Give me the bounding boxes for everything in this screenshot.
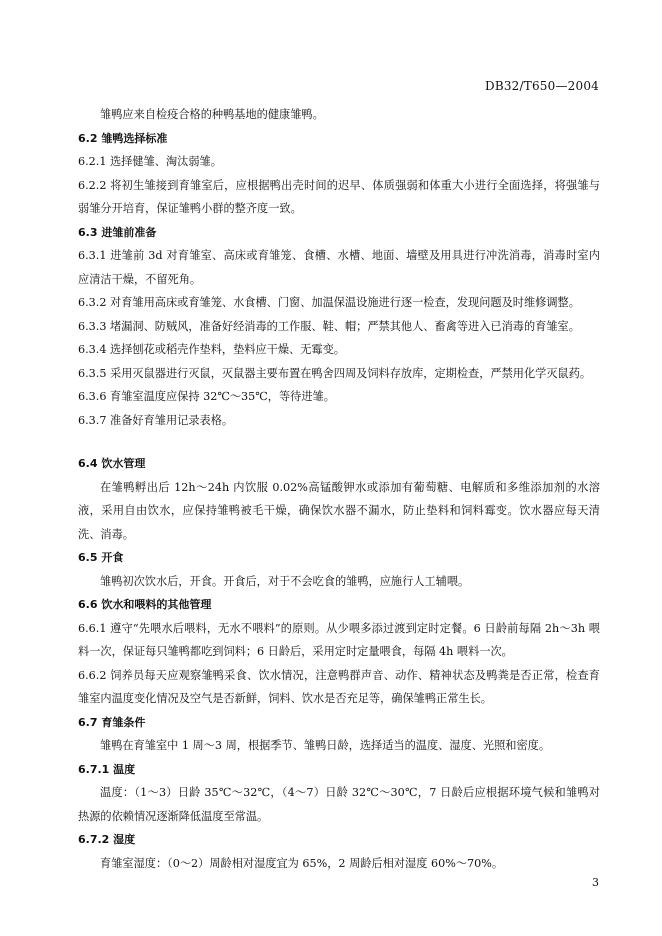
paragraph: 6.3.2 对育雏用高床或育雏笼、水食槽、门窗、加温保温设施进行逐一检查，发现问题及时维修调整。 <box>78 296 580 309</box>
section-heading: 6.2 雏鸭选择标准 <box>78 131 168 145</box>
page-number: 3 <box>592 876 599 889</box>
paragraph: 雏鸭应来自检疫合格的种鸭基地的健康雏鸭。 <box>100 108 324 121</box>
paragraph: 6.2.1 选择健雏、淘汰弱雏。 <box>78 155 222 168</box>
paragraph: 在雏鸭孵出后 12h～24h 内饮服 0.02%高锰酸钾水或添加有葡萄糖、电解质和多维添加剂的水溶液，采用自由饮水，应保持雏鸭被毛干燥，确保饮水器不漏水，防止垫料和饲料霉变。饮水器应每天清洗、消毒。 <box>78 480 600 541</box>
paragraph: 6.3.7 准备好育雏用记录表格。 <box>78 413 234 427</box>
spacer <box>78 432 600 452</box>
paragraph: 雏鸭在育雏室中 1 周～3 周，根据季节、雏鸭日龄，选择适当的温度、湿度、光照和密度。 <box>100 739 551 752</box>
paragraph: 6.3.4 选择刨花或稻壳作垫料，垫料应干燥、无霉变。 <box>78 343 345 356</box>
paragraph: 温度：（1～3）日龄 35℃～32℃，（4～7）日龄 32℃～30℃，7 日龄后应根据环境气候和雏鸭对热源的依赖情况逐渐降低温度至常温。 <box>78 786 600 823</box>
paragraph: 6.2.2 将初生雏接到育雏室后，应根据鸭出壳时间的迟早、体质强弱和体重大小进行全面选择，将强雏与弱雏分开培育，保证雏鸭小群的整齐度一致。 <box>78 178 600 215</box>
section-heading: 6.6 饮水和喂料的其他管理 <box>78 598 212 611</box>
section-heading: 6.7 育雏条件 <box>78 715 146 729</box>
section-heading: 6.3 进雏前准备 <box>78 225 157 239</box>
paragraph: 育雏室湿度：（0～2）周龄相对湿度宜为 65%，2 周龄后相对湿度 60%～70%。 <box>100 856 504 870</box>
paragraph: 6.3.5 采用灭鼠器进行灭鼠，灭鼠器主要布置在鸭舍四周及饲料存放库，定期检查，严禁用化学灭鼠药。 <box>78 366 592 380</box>
paragraph: 6.3.1 进雏前 3d 对育雏室、高床或育雏笼、食槽、水槽、地面、墙壁及用具进行冲洗消毒，消毒时室内应清洁干燥，不留死角。 <box>78 249 600 286</box>
paragraph: 6.3.3 堵漏洞、防贼风，准备好经消毒的工作服、鞋、帽；严禁其他人、畜禽等进入已消毒的育雏室。 <box>78 319 580 333</box>
paragraph: 6.6.2 饲养员每天应观察雏鸭采食、饮水情况，注意鸭群声音、动作、精神状态及鸭粪是否正常，检查育雏室内温度变化情况及空气是否新鲜，饲料、饮水是否充足等，确保雏鸭正常生长。 <box>78 668 600 705</box>
section-heading: 6.5 开食 <box>78 551 124 564</box>
document-body <box>78 103 600 875</box>
standard-code: DB32/T650—2004 <box>485 79 599 93</box>
paragraph: 6.6.1 遵守“先喂水后喂料，无水不喂料”的原则。从少喂多添过渡到定时定餐。6 日龄前每隔 2h～3h 喂料一次，保证每只雏鸭都吃到饲料；6 日龄后，采用定时定量喂食，每隔 4h 喂料一次。 <box>78 621 600 658</box>
section-heading: 6.7.1 温度 <box>78 762 136 776</box>
paragraph: 6.3.6 育雏室温度应保持 32℃～35℃，等待进雏。 <box>78 390 335 403</box>
section-heading: 6.4 饮水管理 <box>78 457 146 470</box>
section-heading: 6.7.2 湿度 <box>78 833 136 846</box>
paragraph: 雏鸭初次饮水后，开食。开食后，对于不会吃食的雏鸭，应施行人工辅喂。 <box>100 574 470 588</box>
